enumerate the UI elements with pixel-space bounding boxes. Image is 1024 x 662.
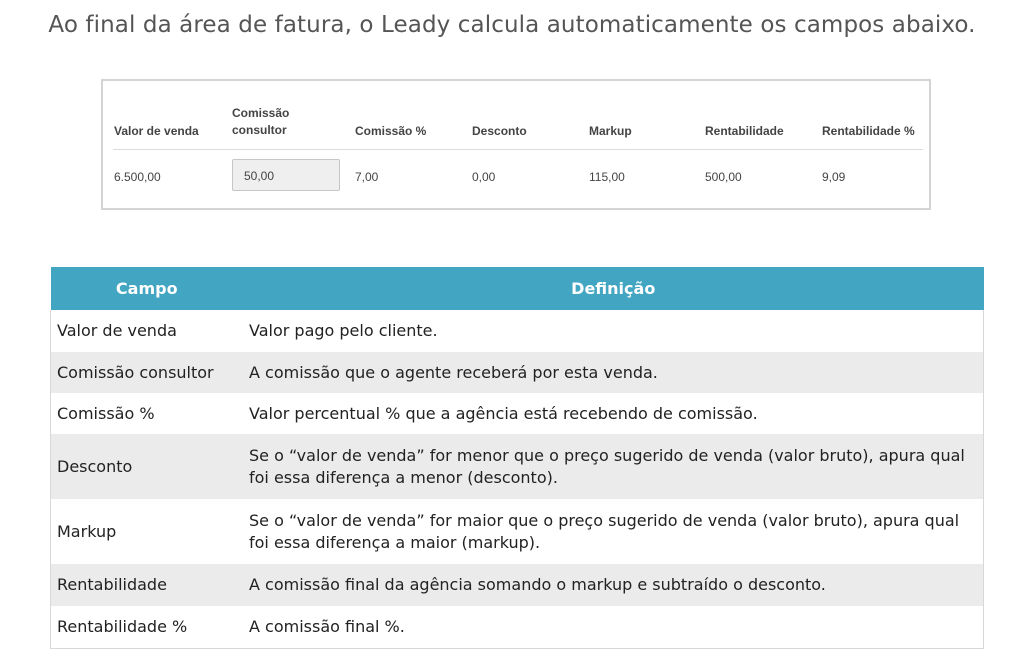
value-markup: 115,00 (589, 170, 625, 184)
header-rentabilidade-pct: Rentabilidade % (822, 124, 915, 138)
table-row (51, 393, 984, 434)
cell-campo: Valor de venda (51, 310, 244, 352)
cell-definicao: Valor pago pelo cliente. (243, 310, 984, 352)
table-header-row (51, 267, 984, 310)
cell-campo: Comissão % (51, 393, 244, 434)
table-row (51, 310, 984, 352)
header-valor-venda: Valor de venda (114, 124, 199, 138)
cell-campo: Markup (51, 499, 244, 564)
table-row (51, 499, 984, 564)
table-row (51, 564, 984, 606)
header-comissao-line1: Comissão (232, 106, 290, 120)
value-valor-venda: 6.500,00 (114, 170, 161, 184)
cell-definicao: A comissão que o agente receberá por esta venda. (243, 352, 984, 393)
cell-definicao: A comissão final da agência somando o markup e subtraído o desconto. (243, 564, 984, 606)
header-rentabilidade: Rentabilidade (705, 124, 784, 138)
column-header-campo: Campo (51, 267, 244, 310)
header-comissao-pct: Comissão % (355, 124, 427, 138)
comissao-consultor-input[interactable]: 50,00 (232, 159, 340, 191)
value-rentabilidade: 500,00 (705, 170, 742, 184)
table-row (51, 606, 984, 648)
cell-campo: Desconto (51, 434, 244, 499)
value-comissao-pct: 7,00 (355, 170, 379, 184)
header-markup: Markup (589, 124, 632, 138)
cell-campo: Rentabilidade (51, 564, 244, 606)
cell-definicao: Valor percentual % que a agência está recebendo de comissão. (243, 393, 984, 434)
invoice-summary-panel (101, 79, 931, 210)
cell-campo: Rentabilidade % (51, 606, 244, 648)
table-row (51, 352, 984, 393)
value-desconto: 0,00 (472, 170, 496, 184)
definitions-table (50, 267, 984, 649)
column-header-definicao: Definição (243, 267, 984, 310)
panel-divider (113, 149, 923, 150)
table-row (51, 434, 984, 499)
page-heading: Ao final da área de fatura, o Leady calcula automaticamente os campos abaixo. (48, 12, 976, 38)
header-comissao-consultor (232, 105, 289, 139)
header-desconto: Desconto (472, 124, 527, 138)
cell-campo: Comissão consultor (51, 352, 244, 393)
value-rentabilidade-pct: 9,09 (822, 170, 846, 184)
cell-definicao: Se o “valor de venda” for maior que o preço sugerido de venda (valor bruto), apura qual foi essa diferença a maior (markup). (243, 499, 984, 564)
cell-definicao: Se o “valor de venda” for menor que o preço sugerido de venda (valor bruto), apura qual foi essa diferença a menor (desconto). (243, 434, 984, 499)
cell-definicao: A comissão final %. (243, 606, 984, 648)
header-comissao-line2: consultor (232, 123, 287, 137)
